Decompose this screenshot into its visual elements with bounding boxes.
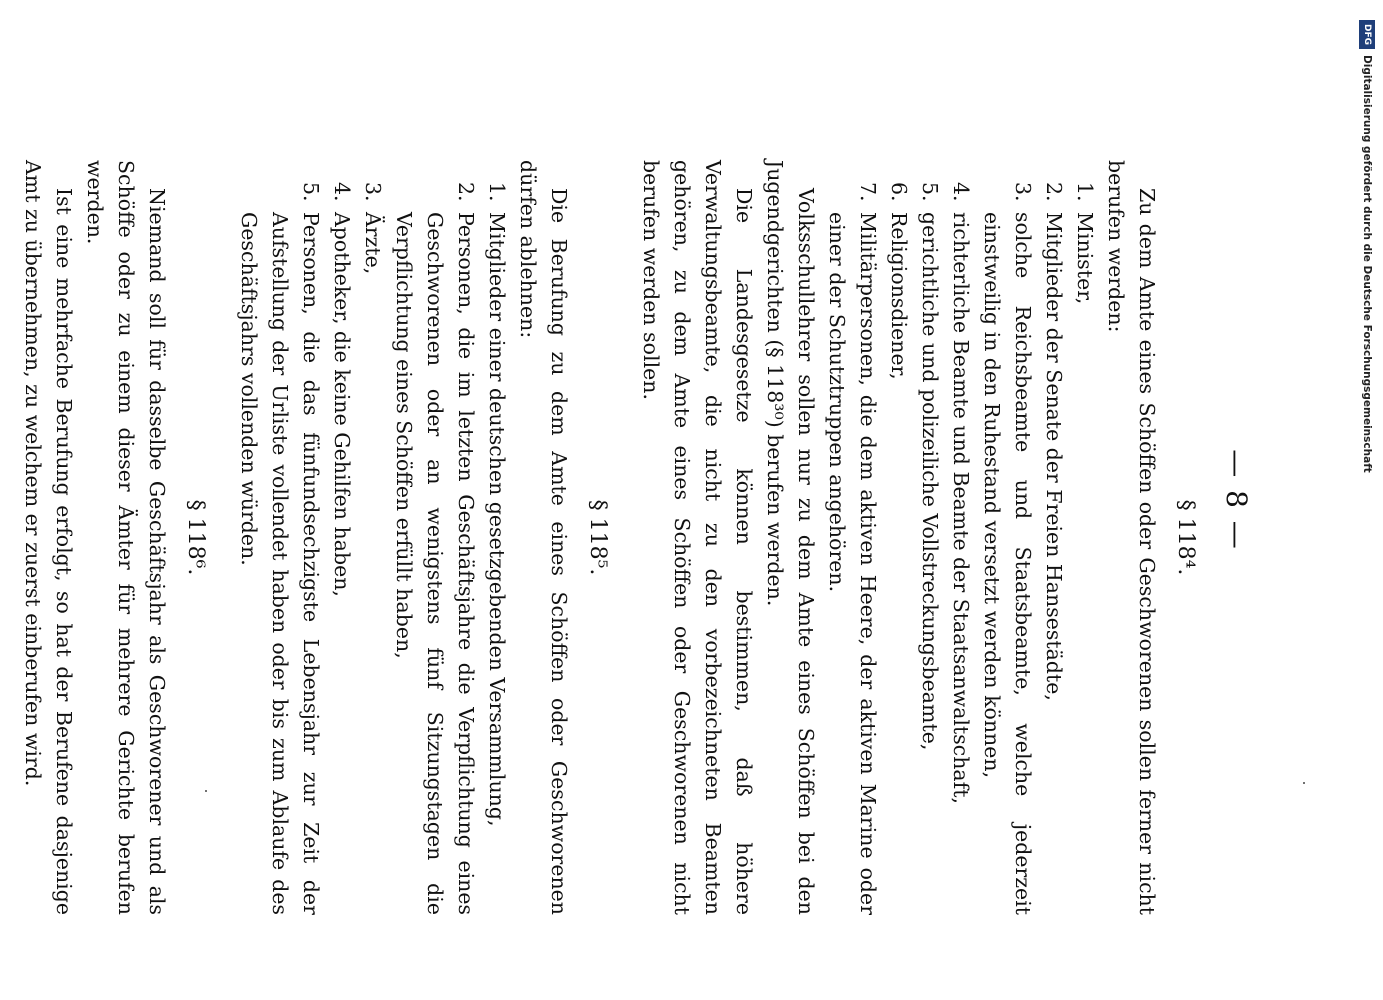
digitization-note xyxy=(1359,20,1375,473)
section-intro: Zu dem Amte eines Schöffen oder Geschworenen sollen ferner nicht berufen werden: xyxy=(1104,160,1159,915)
paragraph: Die Landesgesetze können bestimmen, daß höhere Verwaltungsbeamte, die nicht zu den vorbezeichneten Beamten gehören, zu dem Amte eines Schöffen oder Geschworenen nicht berufen werden sollen. xyxy=(639,160,756,915)
section-118-4 xyxy=(635,160,1201,915)
list-item xyxy=(326,160,357,915)
list-text: Personen, die im letzten Geschäftsjahre die Verpflichtung eines Geschworenen oder an wenigstens fünf Sitzungstagen die Verpflichtung eines Schöffen erfüllt haben, xyxy=(392,212,478,915)
list-text: Minister, xyxy=(1073,212,1097,305)
exclusion-list xyxy=(821,160,1100,915)
list-number: 4. xyxy=(330,182,354,202)
section-118-6 xyxy=(17,160,211,915)
list-number: 2. xyxy=(454,182,478,202)
refusal-list xyxy=(233,160,512,915)
scan-speck xyxy=(1303,782,1305,784)
list-item xyxy=(481,160,512,915)
list-number: 5. xyxy=(918,182,942,202)
list-number: 6. xyxy=(887,182,911,202)
section-heading: § 118⁶. xyxy=(183,499,208,576)
paragraph: Ist eine mehrfache Berufung erfolgt, so hat der Berufene dasjenige Amt zu übernehmen, zu welchem er zuerst einberufen wird. xyxy=(21,160,76,915)
list-number: 7. xyxy=(856,182,880,202)
list-text: gerichtliche und polizeiliche Vollstreckungsbeamte, xyxy=(918,212,942,751)
list-text: Personen, die das fünfundsechzigste Lebensjahr zur Zeit der Aufstellung der Urliste vollendet haben oder bis zum Ablaufe des Geschäftsjahrs vollenden würden. xyxy=(237,212,323,915)
section-intro: Die Berufung zu dem Amte eines Schöffen oder Geschworenen dürfen ablehnen: xyxy=(516,160,571,915)
list-number: 4. xyxy=(949,182,973,202)
list-item xyxy=(1069,160,1100,915)
section-118-5 xyxy=(233,160,613,915)
list-text: Ärzte, xyxy=(361,212,385,275)
list-number: 3. xyxy=(361,182,385,202)
dfg-logo: DFG xyxy=(1359,20,1375,49)
scan-speck xyxy=(205,790,207,792)
list-number: 5. xyxy=(299,182,323,202)
list-item xyxy=(883,160,914,915)
list-text: solche Reichsbeamte und Staatsbeamte, welche jederzeit einstweilig in den Ruhestand versetzt werden können, xyxy=(980,212,1035,915)
list-item xyxy=(976,160,1038,915)
page-number: — 8 — xyxy=(1220,449,1253,551)
list-item xyxy=(357,160,388,915)
list-text: Mitglieder einer deutschen gesetzgebenden Versammlung, xyxy=(485,212,509,827)
list-text: richterliche Beamte und Beamte der Staatsanwaltschaft, xyxy=(949,212,973,804)
list-item xyxy=(914,160,945,915)
section-heading: § 118⁵. xyxy=(585,499,610,576)
list-item xyxy=(945,160,976,915)
list-text: Apotheker, die keine Gehilfen haben, xyxy=(330,212,354,597)
list-item xyxy=(388,160,481,915)
list-text: Religionsdiener, xyxy=(887,212,911,380)
section-heading: § 118⁴. xyxy=(1173,499,1198,576)
paragraph: Niemand soll für dasselbe Geschäftsjahr als Geschworener und als Schöffe oder zu einem dieser Ämter für mehrere Gerichte berufen werden. xyxy=(83,160,169,915)
list-item xyxy=(233,160,326,915)
list-number: 1. xyxy=(485,182,509,202)
list-text: Mitglieder der Senate der Freien Hansestädte, xyxy=(1042,212,1066,701)
paragraph: Volksschullehrer sollen nur zu dem Amte eines Schöffen bei den Jugendgerichten (§ 118³⁰) berufen werden. xyxy=(763,160,818,915)
list-text: Militärpersonen, die dem aktiven Heere, der aktiven Marine oder einer der Schutztruppen angehören. xyxy=(825,212,880,915)
text-block xyxy=(0,160,1213,915)
list-number: 2. xyxy=(1042,182,1066,202)
list-number: 1. xyxy=(1073,182,1097,202)
digitization-text: Digitalisierung gefördert durch die Deutsche Forschungsgemeinschaft xyxy=(1361,55,1373,473)
list-number: 3. xyxy=(1011,182,1035,202)
list-item xyxy=(1038,160,1069,915)
list-item xyxy=(821,160,883,915)
